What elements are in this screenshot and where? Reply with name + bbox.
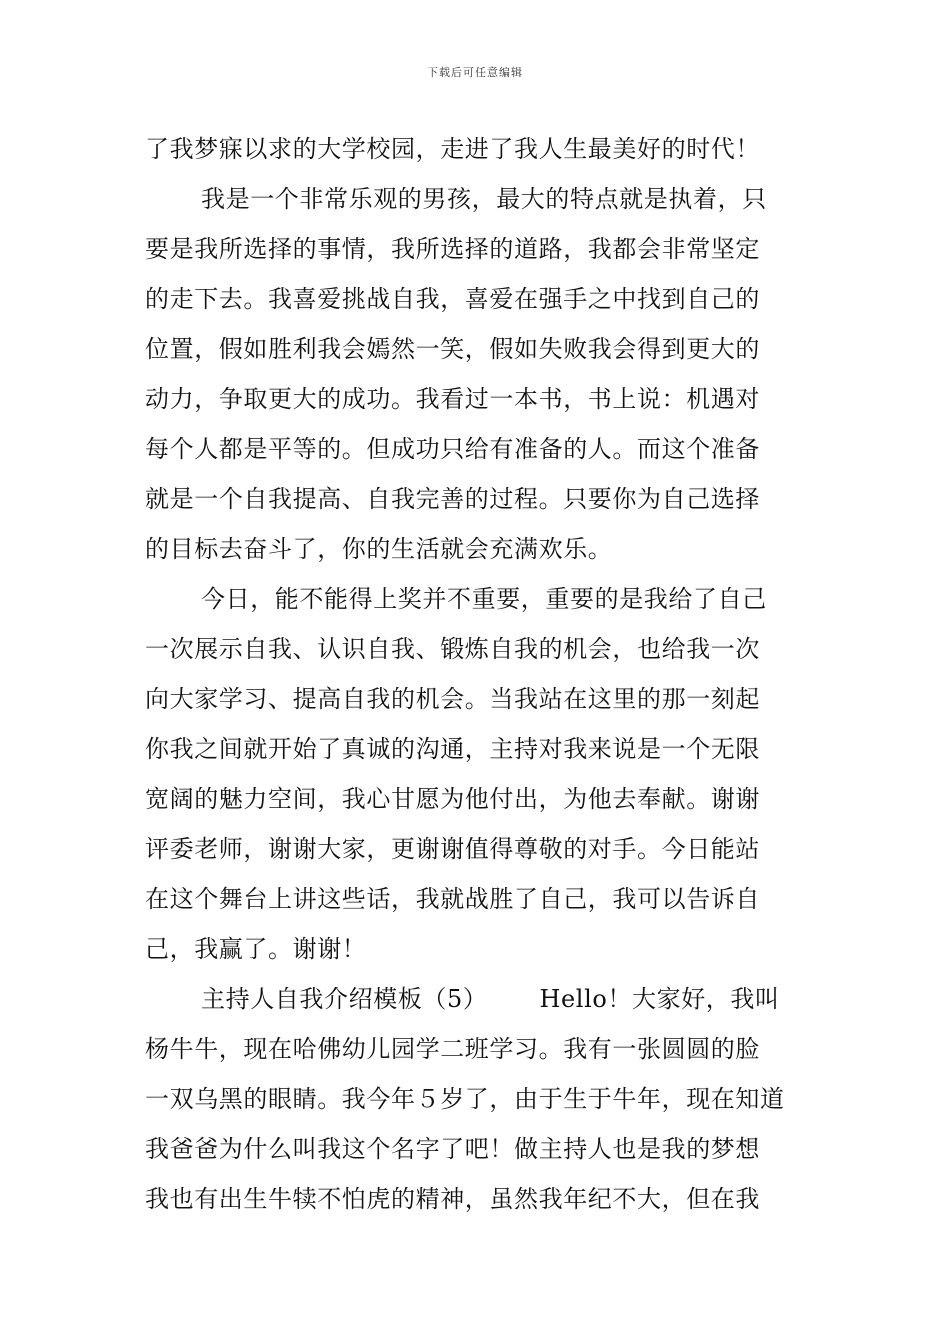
text-line: 就是一个自我提高、自我完善的过程。只要你为自己选择: [145, 485, 760, 513]
text-line: 己，我赢了。谢谢！: [145, 935, 367, 963]
text-line: 了我梦寐以求的大学校园，走进了我人生最美好的时代！: [145, 135, 760, 163]
text-line: 我爸爸为什么叫我这个名字了吧！做主持人也是我的梦想: [145, 1135, 760, 1163]
text-line: 要是我所选择的事情，我所选择的道路，我都会非常坚定: [145, 235, 760, 263]
text-line: 向大家学习、提高自我的机会。当我站在这里的那一刻起: [145, 685, 760, 713]
text-line: 你我之间就开始了真诚的沟通，主持对我来说是一个无限: [145, 735, 760, 763]
text-line: 一双乌黑的眼睛。我今年５岁了，由于生于牛年，现在知道: [145, 1085, 785, 1113]
section-title-line: [145, 974, 810, 1024]
text-line: 动力，争取更大的成功。我看过一本书，书上说：机遇对: [145, 385, 760, 413]
text-line: 的走下去。我喜爱挑战自我，喜爱在强手之中找到自己的: [145, 285, 760, 313]
text-line: 我也有出生牛犊不怕虎的精神，虽然我年纪不大，但在我: [145, 1185, 760, 1213]
text-line: 杨牛牛，现在哈佛幼儿园学二班学习。我有一张圆圆的脸: [145, 1035, 760, 1063]
greeting-text: Hello！大家好，我叫: [539, 985, 780, 1013]
section-title: 主持人自我介绍模板（5）: [201, 985, 488, 1013]
text-line: 宽阔的魅力空间，我心甘愿为他付出，为他去奉献。谢谢: [145, 785, 760, 813]
text-line: 在这个舞台上讲这些话，我就战胜了自己，我可以告诉自: [145, 885, 760, 913]
text-line: 一次展示自我、认识自我、锻炼自我的机会，也给我一次: [145, 635, 760, 663]
text-line: 每个人都是平等的。但成功只给有准备的人。而这个准备: [145, 435, 760, 463]
text-line: 的目标去奋斗了，你的生活就会充满欢乐。: [145, 535, 613, 563]
page-header: 下载后可任意编辑: [427, 66, 523, 79]
paragraph-start-line: 我是一个非常乐观的男孩，最大的特点就是执着，只: [201, 185, 767, 213]
text-line: 评委老师，谢谢大家，更谢谢值得尊敬的对手。今日能站: [145, 835, 760, 863]
paragraph-start-line: 今日，能不能得上奖并不重要，重要的是我给了自己: [201, 585, 767, 613]
text-line: 位置，假如胜利我会嫣然一笑，假如失败我会得到更大的: [145, 335, 760, 363]
document-body: [145, 124, 810, 1224]
